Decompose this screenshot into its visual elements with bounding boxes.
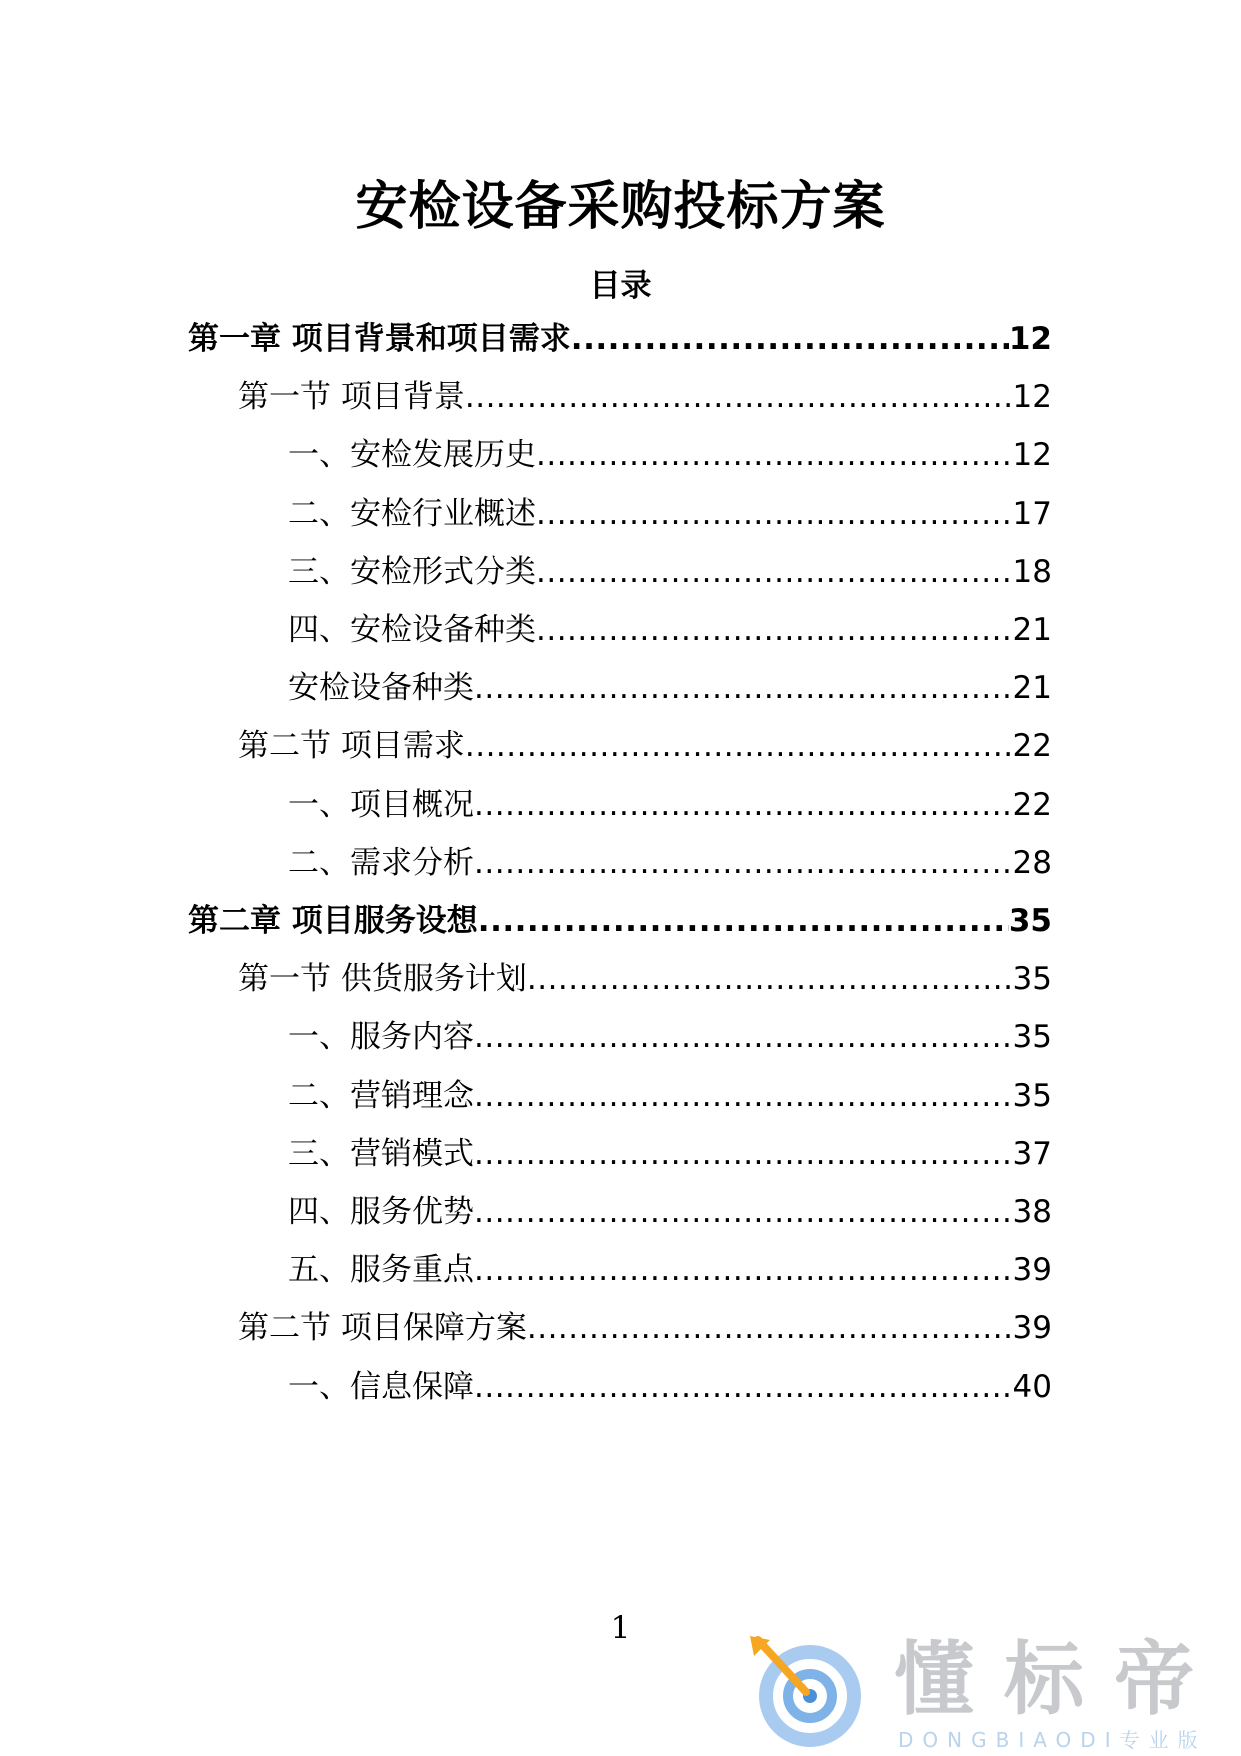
toc-entry-page: 21 xyxy=(1012,612,1052,648)
toc-dot-leader xyxy=(536,605,1013,655)
watermark-subtitle: DONGBIAODI专业版 xyxy=(898,1728,1207,1752)
toc-entry[interactable] xyxy=(288,780,1052,830)
toc-entry-page: 21 xyxy=(1012,670,1052,707)
toc-entry-page: 39 xyxy=(1012,1252,1052,1289)
toc-entry[interactable] xyxy=(288,1362,1052,1412)
toc-dot-leader xyxy=(527,1303,1013,1353)
toc-entry-label: 一、信息保障 xyxy=(288,1368,474,1405)
toc-dot-leader xyxy=(474,838,1013,888)
toc-entry-label: 第一节 项目背景 xyxy=(238,379,465,416)
toc-dot-leader xyxy=(474,1129,1013,1179)
toc-entry[interactable] xyxy=(288,1129,1052,1179)
toc-entry-label: 二、需求分析 xyxy=(288,844,474,881)
toc-dot-leader xyxy=(478,896,1009,946)
toc-entry-page: 38 xyxy=(1012,1194,1052,1230)
toc-entry-page: 12 xyxy=(1012,437,1052,474)
toc-entry[interactable] xyxy=(288,1071,1052,1121)
toc-entry-page: 39 xyxy=(1012,1310,1052,1347)
toc-entry-page: 35 xyxy=(1012,1019,1052,1056)
toc-entry[interactable] xyxy=(238,1303,1052,1353)
toc-dot-leader xyxy=(536,547,1013,597)
toc-entry-label: 一、项目概况 xyxy=(288,786,474,823)
toc-entry[interactable] xyxy=(238,954,1052,1004)
toc-entry-label: 二、安检行业概述 xyxy=(288,495,536,532)
toc-dot-leader xyxy=(465,721,1013,771)
watermark-name: 懂标帝 xyxy=(894,1633,1224,1726)
target-arrow-icon xyxy=(746,1632,868,1752)
toc-entry-label: 安检设备种类 xyxy=(288,670,474,707)
document-title: 安检设备采购投标方案 xyxy=(355,177,886,237)
toc-entry-page: 12 xyxy=(1008,321,1052,357)
toc-entry-label: 二、营销理念 xyxy=(288,1077,474,1114)
toc-entry-page: 37 xyxy=(1012,1135,1052,1172)
toc-dot-leader xyxy=(465,372,1013,422)
toc-dot-leader xyxy=(474,1362,1013,1412)
toc-entry-page: 18 xyxy=(1012,553,1052,590)
toc-entry-label: 第一节 供货服务计划 xyxy=(238,961,527,998)
toc-entry-label: 第二节 项目需求 xyxy=(238,728,465,765)
toc-dot-leader xyxy=(474,1187,1013,1237)
toc-entry-label: 一、服务内容 xyxy=(288,1019,474,1056)
toc-entry-page: 28 xyxy=(1012,844,1052,881)
watermark xyxy=(746,1632,1236,1752)
toc-entry-label: 四、服务优势 xyxy=(288,1194,474,1230)
toc-dot-leader xyxy=(474,1071,1013,1121)
toc-entry[interactable] xyxy=(188,314,1052,364)
toc-dot-leader xyxy=(474,1245,1013,1295)
page-number: 1 xyxy=(610,1610,631,1646)
toc-entry-label: 第二节 项目保障方案 xyxy=(238,1310,527,1347)
toc-entry[interactable] xyxy=(288,430,1052,480)
toc-entry[interactable] xyxy=(238,721,1052,771)
toc-entry-page: 40 xyxy=(1012,1368,1052,1405)
toc-entry-label: 三、安检形式分类 xyxy=(288,553,536,590)
toc-entry[interactable] xyxy=(288,1012,1052,1062)
toc-entry-page: 12 xyxy=(1012,379,1052,416)
toc-dot-leader xyxy=(536,430,1013,480)
toc-entry-label: 第二章 项目服务设想 xyxy=(188,903,478,939)
toc-dot-leader xyxy=(474,663,1013,713)
toc-dot-leader xyxy=(527,954,1013,1004)
toc-entry[interactable] xyxy=(288,547,1052,597)
toc-entry-label: 四、安检设备种类 xyxy=(288,612,536,648)
toc-entry[interactable] xyxy=(288,489,1052,539)
toc-entry-page: 35 xyxy=(1012,961,1052,998)
toc-entry[interactable] xyxy=(188,896,1052,946)
toc-dot-leader xyxy=(474,780,1013,830)
toc-entry[interactable] xyxy=(288,605,1052,655)
toc-entry[interactable] xyxy=(288,838,1052,888)
toc-entry-page: 17 xyxy=(1012,495,1052,532)
toc-entry[interactable] xyxy=(238,372,1052,422)
toc-entry-label: 第一章 项目背景和项目需求 xyxy=(188,321,571,357)
toc-heading: 目录 xyxy=(589,268,652,304)
toc-entry-page: 22 xyxy=(1012,728,1052,765)
toc-dot-leader xyxy=(571,314,1009,364)
toc-entry-label: 五、服务重点 xyxy=(288,1252,474,1289)
toc-entry[interactable] xyxy=(288,663,1052,713)
toc-entry-page: 22 xyxy=(1012,786,1052,823)
toc-entry-label: 三、营销模式 xyxy=(288,1135,474,1172)
toc-entry-label: 一、安检发展历史 xyxy=(288,437,536,474)
toc-dot-leader xyxy=(474,1012,1013,1062)
toc-entry-page: 35 xyxy=(1008,903,1052,939)
toc-entry-page: 35 xyxy=(1012,1077,1052,1114)
toc-dot-leader xyxy=(536,489,1013,539)
toc-entry[interactable] xyxy=(288,1187,1052,1237)
toc-entry[interactable] xyxy=(288,1245,1052,1295)
